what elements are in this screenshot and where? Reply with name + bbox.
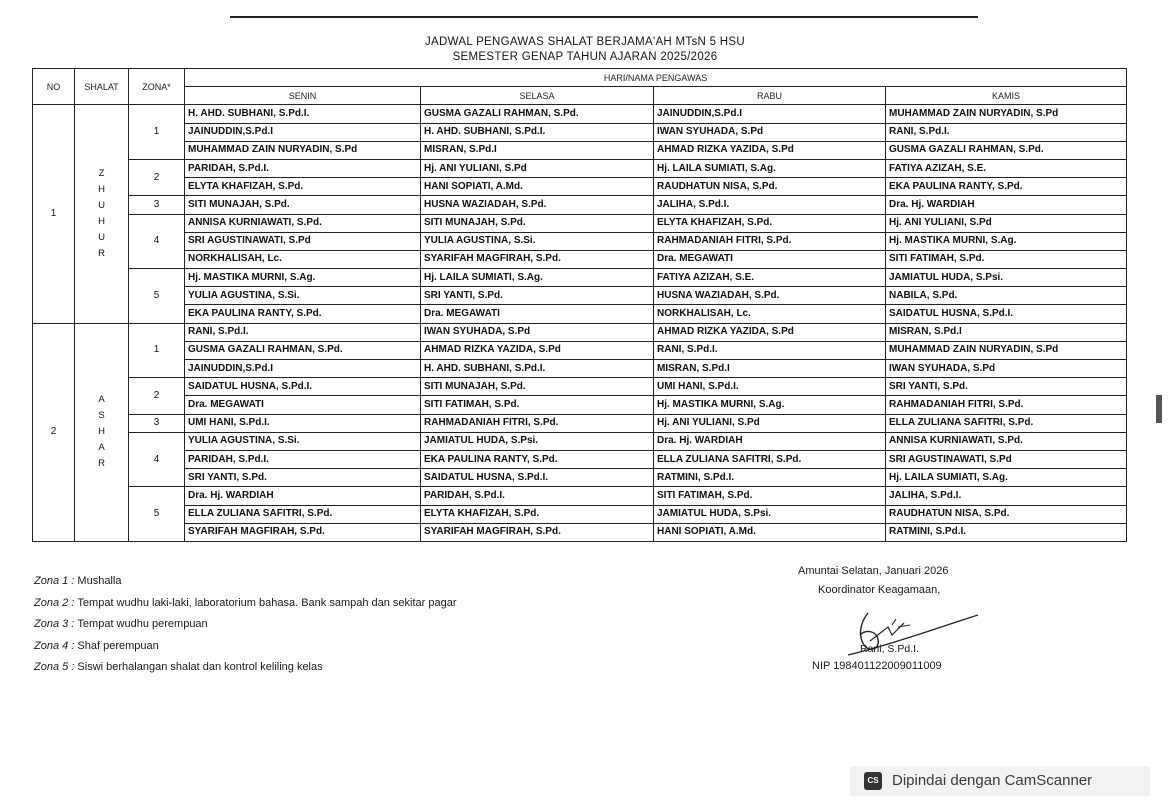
supervisor-name-cell: RATMINI, S.Pd.I. [886, 523, 1127, 541]
scan-edge-mark [1156, 395, 1162, 423]
supervisor-name-cell: Hj. MASTIKA MURNI, S.Ag. [886, 232, 1127, 250]
supervisor-name-cell: JAMIATUL HUDA, S.Psi. [886, 269, 1127, 287]
supervisor-name-cell: HUSNA WAZIADAH, S.Pd. [654, 287, 886, 305]
supervisor-name-cell: Dra. Hj. WARDIAH [886, 196, 1127, 214]
shalat-letter: U [98, 232, 105, 243]
supervisor-name-cell: GUSMA GAZALI RAHMAN, S.Pd. [421, 105, 654, 123]
shalat-letter: H [98, 184, 105, 195]
shalat-letter: S [98, 410, 105, 422]
supervisor-name-cell: RANI, S.Pd.I. [886, 123, 1127, 141]
zone-number: 3 [129, 414, 185, 432]
supervisor-name-cell: SAIDATUL HUSNA, S.Pd.I. [185, 378, 421, 396]
table-row [33, 450, 1127, 468]
supervisor-name-cell: Hj. ANI YULIANI, S.Pd [654, 414, 886, 432]
table-row [33, 487, 1127, 505]
shalat-letter: R [98, 248, 105, 259]
shalat-letter: Z [98, 168, 105, 179]
table-row [33, 141, 1127, 159]
supervisor-name-cell: SITI FATIMAH, S.Pd. [886, 250, 1127, 268]
table-row [33, 414, 1127, 432]
supervisor-name-cell: YULIA AGUSTINA, S.Si. [185, 432, 421, 450]
signer-name: Rani, S.Pd.I. [860, 643, 919, 655]
supervisor-name-cell: ANNISA KURNIAWATI, S.Pd. [185, 214, 421, 232]
supervisor-name-cell: ELYTA KHAFIZAH, S.Pd. [421, 505, 654, 523]
supervisor-name-cell: SITI MUNAJAH, S.Pd. [421, 378, 654, 396]
signer-nip: NIP 198401122009011009 [812, 660, 942, 672]
supervisor-name-cell: FATIYA AZIZAH, S.E. [654, 269, 886, 287]
shalat-name [75, 323, 129, 541]
supervisor-name-cell: ANNISA KURNIAWATI, S.Pd. [886, 432, 1127, 450]
supervisor-name-cell: IWAN SYUHADA, S.Pd [886, 360, 1127, 378]
supervisor-name-cell: SYARIFAH MAGFIRAH, S.Pd. [185, 523, 421, 541]
table-row [33, 378, 1127, 396]
supervisor-name-cell: NABILA, S.Pd. [886, 287, 1127, 305]
zone-number: 1 [129, 105, 185, 160]
supervisor-name-cell: IWAN SYUHADA, S.Pd [421, 323, 654, 341]
supervisor-name-cell: PARIDAH, S.Pd.I. [185, 450, 421, 468]
supervisor-name-cell: RAUDHATUN NISA, S.Pd. [654, 178, 886, 196]
supervisor-name-cell: Hj. LAILA SUMIATI, S.Ag. [421, 269, 654, 287]
zone-number: 5 [129, 269, 185, 324]
supervisor-name-cell: SITI FATIMAH, S.Pd. [421, 396, 654, 414]
shalat-letter: R [98, 458, 105, 470]
shalat-letter: H [98, 426, 105, 438]
supervisor-name-cell: Hj. ANI YULIANI, S.Pd [421, 159, 654, 177]
supervisor-name-cell: Dra. Hj. WARDIAH [654, 432, 886, 450]
table-row [33, 341, 1127, 359]
supervisor-name-cell: IWAN SYUHADA, S.Pd [654, 123, 886, 141]
table-row [33, 523, 1127, 541]
supervisor-name-cell: AHMAD RIZKA YAZIDA, S.Pd [421, 341, 654, 359]
supervisor-name-cell: ELLA ZULIANA SAFITRI, S.Pd. [886, 414, 1127, 432]
header-day: RABU [654, 87, 886, 105]
table-row [33, 396, 1127, 414]
supervisor-name-cell: NORKHALISAH, Lc. [185, 250, 421, 268]
supervisor-name-cell: MUHAMMAD ZAIN NURYADIN, S.Pd [886, 105, 1127, 123]
header-day: KAMIS [886, 87, 1127, 105]
table-row [33, 469, 1127, 487]
supervisor-name-cell: AHMAD RIZKA YAZIDA, S.Pd [654, 323, 886, 341]
supervisor-name-cell: SRI AGUSTINAWATI, S.Pd [886, 450, 1127, 468]
legend-item: Zona 1 : Mushalla [34, 575, 122, 587]
supervisor-name-cell: RAHMADANIAH FITRI, S.Pd. [421, 414, 654, 432]
header-shalat: SHALAT [75, 69, 129, 105]
zone-legend [34, 571, 457, 679]
table-row [33, 287, 1127, 305]
supervisor-name-cell: H. AHD. SUBHANI, S.Pd.I. [421, 360, 654, 378]
place-date: Amuntai Selatan, Januari 2026 [798, 565, 949, 577]
supervisor-name-cell: FATIYA AZIZAH, S.E. [886, 159, 1127, 177]
supervisor-name-cell: H. AHD. SUBHANI, S.Pd.I. [421, 123, 654, 141]
camscanner-watermark [850, 766, 1150, 796]
supervisor-name-cell: GUSMA GAZALI RAHMAN, S.Pd. [886, 141, 1127, 159]
supervisor-name-cell: Dra. Hj. WARDIAH [185, 487, 421, 505]
table-row [33, 123, 1127, 141]
supervisor-name-cell: SITI FATIMAH, S.Pd. [654, 487, 886, 505]
supervisor-name-cell: Dra. MEGAWATI [185, 396, 421, 414]
supervisor-name-cell: SRI YANTI, S.Pd. [185, 469, 421, 487]
supervisor-name-cell: EKA PAULINA RANTY, S.Pd. [185, 305, 421, 323]
supervisor-name-cell: MISRAN, S.Pd.I [886, 323, 1127, 341]
supervisor-name-cell: Dra. MEGAWATI [421, 305, 654, 323]
header-day: SELASA [421, 87, 654, 105]
supervisor-name-cell: H. AHD. SUBHANI, S.Pd.I. [185, 105, 421, 123]
supervisor-name-cell: UMI HANI, S.Pd.I. [185, 414, 421, 432]
supervisor-name-cell: JAMIATUL HUDA, S.Psi. [421, 432, 654, 450]
supervisor-name-cell: UMI HANI, S.Pd.I. [654, 378, 886, 396]
signer-role: Koordinator Keagamaan, [818, 584, 941, 596]
shalat-letter: H [98, 216, 105, 227]
table-row [33, 323, 1127, 341]
supervisor-name-cell: SRI YANTI, S.Pd. [886, 378, 1127, 396]
zone-number: 2 [129, 159, 185, 195]
header-day: SENIN [185, 87, 421, 105]
table-row [33, 505, 1127, 523]
legend-item: Zona 4 : Shaf perempuan [34, 639, 159, 652]
supervisor-name-cell: PARIDAH, S.Pd.I. [185, 159, 421, 177]
supervisor-name-cell: Hj. LAILA SUMIATI, S.Ag. [886, 469, 1127, 487]
supervisor-name-cell: SAIDATUL HUSNA, S.Pd.I. [886, 305, 1127, 323]
shalat-letter: A [98, 394, 105, 406]
supervisor-name-cell: PARIDAH, S.Pd.I. [421, 487, 654, 505]
supervisor-name-cell: GUSMA GAZALI RAHMAN, S.Pd. [185, 341, 421, 359]
supervisor-name-cell: HANI SOPIATI, A.Md. [654, 523, 886, 541]
supervisor-name-cell: SRI AGUSTINAWATI, S.Pd [185, 232, 421, 250]
zone-number: 5 [129, 487, 185, 542]
header-group: HARI/NAMA PENGAWAS [185, 69, 1127, 87]
table-row [33, 250, 1127, 268]
supervisor-name-cell: SYARIFAH MAGFIRAH, S.Pd. [421, 523, 654, 541]
supervisor-name-cell: RAHMADANIAH FITRI, S.Pd. [886, 396, 1127, 414]
shalat-name [75, 105, 129, 323]
top-rule [230, 16, 978, 18]
shalat-letter: U [98, 200, 105, 211]
supervisor-name-cell: EKA PAULINA RANTY, S.Pd. [421, 450, 654, 468]
shalat-letter: A [98, 442, 105, 454]
supervisor-name-cell: Hj. LAILA SUMIATI, S.Ag. [654, 159, 886, 177]
supervisor-name-cell: JAMIATUL HUDA, S.Psi. [654, 505, 886, 523]
table-row [33, 159, 1127, 177]
supervisor-name-cell: SITI MUNAJAH, S.Pd. [421, 214, 654, 232]
table-row [33, 305, 1127, 323]
document-subtitle: SEMESTER GENAP TAHUN AJARAN 2025/2026 [452, 51, 718, 63]
supervisor-name-cell: MUHAMMAD ZAIN NURYADIN, S.Pd [185, 141, 421, 159]
supervisor-name-cell: JALIHA, S.Pd.I. [654, 196, 886, 214]
supervisor-name-cell: JAINUDDIN,S.Pd.I [654, 105, 886, 123]
zone-number: 3 [129, 196, 185, 214]
supervisor-name-cell: RANI, S.Pd.I. [654, 341, 886, 359]
supervisor-name-cell: MISRAN, S.Pd.I [654, 360, 886, 378]
table-row [33, 432, 1127, 450]
zone-number: 4 [129, 214, 185, 269]
table-row [33, 105, 1127, 123]
supervisor-name-cell: HUSNA WAZIADAH, S.Pd. [421, 196, 654, 214]
supervisor-name-cell: JAINUDDIN,S.Pd.I [185, 123, 421, 141]
table-row [33, 196, 1127, 214]
table-row [33, 269, 1127, 287]
supervisor-name-cell: SYARIFAH MAGFIRAH, S.Pd. [421, 250, 654, 268]
legend-item: Zona 5 : Siswi berhalangan shalat dan kontrol keliling kelas [34, 661, 323, 673]
table-row [33, 178, 1127, 196]
supervisor-name-cell: Dra. MEGAWATI [654, 250, 886, 268]
header-no: NO [33, 69, 75, 105]
supervisor-name-cell: ELYTA KHAFIZAH, S.Pd. [654, 214, 886, 232]
supervisor-name-cell: JALIHA, S.Pd.I. [886, 487, 1127, 505]
supervisor-name-cell: ELLA ZULIANA SAFITRI, S.Pd. [654, 450, 886, 468]
supervisor-name-cell: HANI SOPIATI, A.Md. [421, 178, 654, 196]
supervisor-name-cell: SAIDATUL HUSNA, S.Pd.I. [421, 469, 654, 487]
supervisor-name-cell: EKA PAULINA RANTY, S.Pd. [886, 178, 1127, 196]
table-row [33, 232, 1127, 250]
supervisor-name-cell: RANI, S.Pd.I. [185, 323, 421, 341]
supervisor-name-cell: ELLA ZULIANA SAFITRI, S.Pd. [185, 505, 421, 523]
supervisor-name-cell: SRI YANTI, S.Pd. [421, 287, 654, 305]
legend-item: Zona 2 : Tempat wudhu laki-laki, laboratorium bahasa. Bank sampah dan sekitar pagar [34, 596, 457, 609]
zone-number: 1 [129, 323, 185, 378]
supervisor-name-cell: JAINUDDIN,S.Pd.I [185, 360, 421, 378]
supervisor-name-cell: MISRAN, S.Pd.I [421, 141, 654, 159]
supervisor-name-cell: NORKHALISAH, Lc. [654, 305, 886, 323]
supervisor-name-cell: MUHAMMAD ZAIN NURYADIN, S.Pd [886, 341, 1127, 359]
supervisor-name-cell: RATMINI, S.Pd.I. [654, 469, 886, 487]
document-title: JADWAL PENGAWAS SHALAT BERJAMA'AH MTsN 5 HSU [425, 36, 745, 48]
supervisor-name-cell: SITI MUNAJAH, S.Pd. [185, 196, 421, 214]
supervisor-name-cell: Hj. MASTIKA MURNI, S.Ag. [654, 396, 886, 414]
supervisor-name-cell: ELYTA KHAFIZAH, S.Pd. [185, 178, 421, 196]
schedule-body [33, 105, 1127, 542]
camscanner-text: Dipindai dengan CamScanner [892, 772, 1093, 789]
zone-number: 2 [129, 378, 185, 414]
block-number: 2 [33, 323, 75, 541]
table-row [33, 214, 1127, 232]
schedule-table [32, 68, 1127, 542]
supervisor-name-cell: YULIA AGUSTINA, S.Si. [185, 287, 421, 305]
table-row [33, 360, 1127, 378]
camscanner-logo-icon: CS [864, 772, 882, 790]
supervisor-name-cell: RAUDHATUN NISA, S.Pd. [886, 505, 1127, 523]
legend-item: Zona 3 : Tempat wudhu perempuan [34, 618, 208, 630]
supervisor-name-cell: AHMAD RIZKA YAZIDA, S.Pd [654, 141, 886, 159]
header-zona: ZONA* [129, 69, 185, 105]
supervisor-name-cell: Hj. ANI YULIANI, S.Pd [886, 214, 1127, 232]
supervisor-name-cell: Hj. MASTIKA MURNI, S.Ag. [185, 269, 421, 287]
supervisor-name-cell: RAHMADANIAH FITRI, S.Pd. [654, 232, 886, 250]
supervisor-name-cell: YULIA AGUSTINA, S.Si. [421, 232, 654, 250]
zone-number: 4 [129, 432, 185, 487]
block-number: 1 [33, 105, 75, 323]
